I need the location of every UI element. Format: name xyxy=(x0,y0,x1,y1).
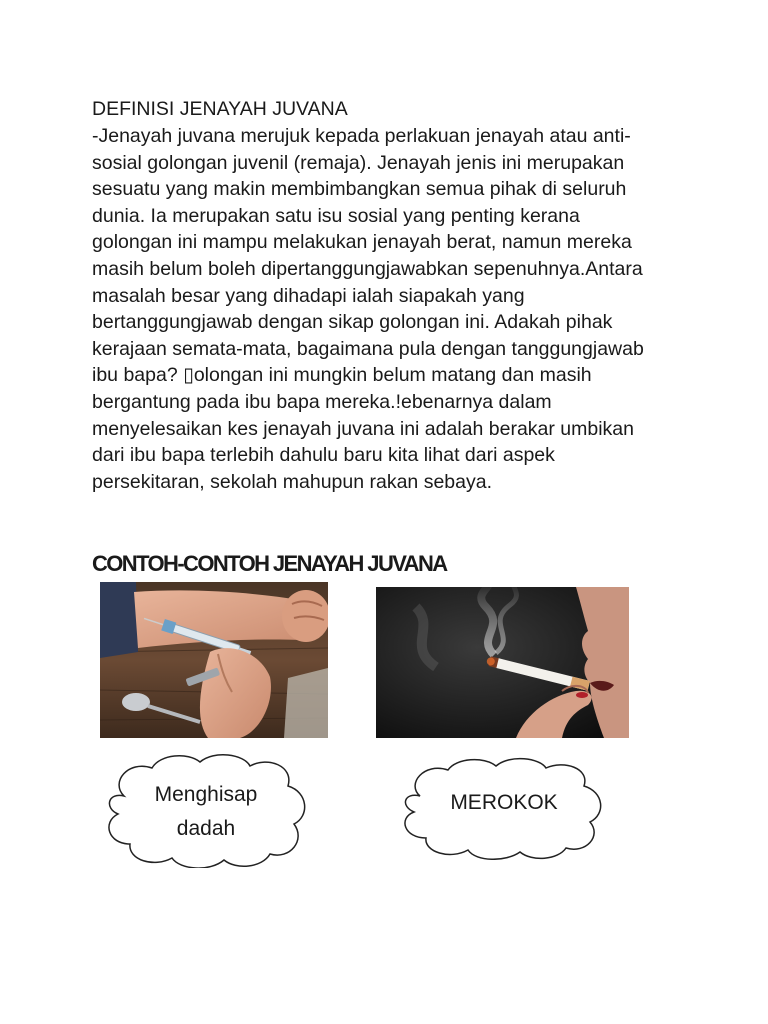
smoking-caption-cloud xyxy=(400,756,608,860)
examples-heading: CONTOH-CONTOH JENAYAH JUVANA xyxy=(92,551,447,576)
definition-title: DEFINISI JENAYAH JUVANA xyxy=(92,98,348,120)
paragraph-line: -Jenayah juvana merujuk kepada perlakuan jenayah atau anti- xyxy=(92,125,631,147)
paragraph-line: bertanggungjawab dengan sikap golongan ini. Adakah pihak xyxy=(92,311,613,334)
paragraph-line: sosial golongan juvenil (remaja). Jenayah jenis ini merupakan xyxy=(92,151,625,174)
smoking-photo xyxy=(376,587,629,738)
paragraph-line: golongan ini mampu melakukan jenayah berat, namun mereka xyxy=(92,231,632,254)
cloud-caption-line: Menghisap xyxy=(154,783,258,806)
cloud-caption-line: dadah xyxy=(176,817,236,840)
paragraph-line: masalah besar yang dihadapi ialah siapakah yang xyxy=(92,284,525,307)
drug-use-caption-cloud xyxy=(102,752,310,868)
paragraph-line: persekitaran, sekolah mahupun rakan sebaya. xyxy=(92,470,492,493)
paragraph-line: dunia. Ia merupakan satu isu sosial yang penting kerana xyxy=(92,204,580,227)
paragraph-line: kerajaan semata-mata, bagaimana pula dengan tanggungjawab xyxy=(92,337,644,360)
paragraph-line: sesuatu yang makin membimbangkan semua pihak di seluruh xyxy=(92,178,627,201)
paragraph-line: ibu bapa? ▯olongan ini mungkin belum matang dan masih xyxy=(92,364,592,387)
paragraph-line: bergantung pada ibu bapa mereka.!ebenarnya dalam xyxy=(92,390,552,413)
definition-paragraph xyxy=(92,123,692,495)
paragraph-line: dari ibu bapa terlebih dahulu baru kita lihat dari aspek xyxy=(92,444,555,467)
cloud-caption-line: MEROKOK xyxy=(450,791,558,814)
paragraph-line: masih belum boleh dipertanggungjawabkan sepenuhnya.Antara xyxy=(92,257,643,280)
drug-use-photo xyxy=(100,582,328,738)
paragraph-line: menyelesaikan kes jenayah juvana ini adalah berakar umbikan xyxy=(92,417,635,440)
